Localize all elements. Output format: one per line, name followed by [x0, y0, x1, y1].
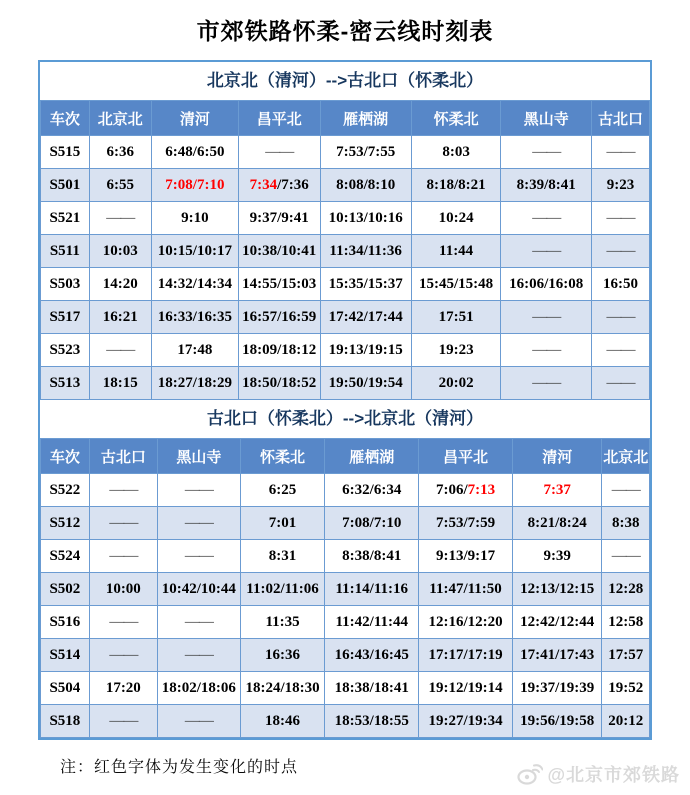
time-cell — [89, 606, 157, 639]
time-cell — [592, 169, 650, 202]
time-cell — [240, 573, 325, 606]
time-cell — [320, 136, 411, 169]
column-header: 清河 — [512, 439, 602, 474]
timetable-row — [41, 639, 650, 672]
time-cell — [320, 301, 411, 334]
no-stop-dash: —— — [532, 143, 561, 160]
time-cell — [89, 235, 151, 268]
time-cell — [151, 136, 238, 169]
time-cell — [602, 639, 650, 672]
time-text: 12:58 — [608, 613, 644, 630]
train-number: S504 — [41, 672, 90, 705]
train-number: S503 — [41, 268, 90, 301]
time-text: 18:38/18:41 — [334, 679, 409, 696]
column-header: 车次 — [41, 439, 90, 474]
time-text: 6:55 — [106, 176, 135, 193]
time-text: 19:27/19:34 — [428, 712, 503, 729]
time-cell — [320, 367, 411, 400]
time-text: 7:06/ — [435, 481, 468, 498]
time-cell — [240, 705, 325, 738]
time-cell — [320, 268, 411, 301]
time-cell — [501, 268, 592, 301]
no-stop-dash: —— — [532, 308, 561, 325]
header-row-inbound — [41, 439, 650, 474]
time-cell — [89, 540, 157, 573]
no-stop-dash: —— — [109, 613, 138, 630]
time-cell — [602, 507, 650, 540]
no-stop-dash: —— — [532, 209, 561, 226]
time-cell — [592, 367, 650, 400]
time-cell — [592, 235, 650, 268]
time-cell — [419, 606, 513, 639]
time-text: 7:01 — [268, 514, 297, 531]
time-text: 11:02/11:06 — [246, 580, 319, 597]
timetable-row — [41, 507, 650, 540]
time-text: 14:55/15:03 — [242, 275, 317, 292]
column-header: 北京北 — [602, 439, 650, 474]
footnote: 注：红色字体为发生变化的时点 — [60, 759, 299, 776]
timetable-row — [41, 705, 650, 738]
time-cell — [325, 672, 419, 705]
time-text: 11:34/11:36 — [329, 242, 402, 259]
time-cell — [89, 639, 157, 672]
time-text: 16:06/16:08 — [509, 275, 584, 292]
no-stop-dash: —— — [606, 308, 635, 325]
time-cell — [411, 268, 501, 301]
time-text: 6:32/6:34 — [342, 481, 402, 498]
column-header: 雁栖湖 — [325, 439, 419, 474]
no-stop-dash: —— — [532, 341, 561, 358]
no-stop-dash: —— — [109, 712, 138, 729]
timetable-row — [41, 573, 650, 606]
time-cell — [602, 672, 650, 705]
column-header: 黑山寺 — [157, 439, 240, 474]
time-text: 7:34 — [249, 176, 278, 193]
no-stop-dash: —— — [109, 547, 138, 564]
time-text: 18:09/18:12 — [242, 341, 317, 358]
no-stop-dash: —— — [184, 646, 213, 663]
time-cell — [512, 705, 602, 738]
train-number: S522 — [41, 474, 90, 507]
no-stop-dash: —— — [106, 341, 135, 358]
time-cell — [89, 268, 151, 301]
time-cell — [89, 202, 151, 235]
time-cell — [411, 136, 501, 169]
time-text: 7:53/7:55 — [336, 143, 396, 160]
time-cell — [238, 367, 320, 400]
time-cell — [419, 705, 513, 738]
time-cell — [501, 367, 592, 400]
time-cell — [419, 474, 513, 507]
time-text: 6:48/6:50 — [165, 143, 225, 160]
no-stop-dash: —— — [184, 613, 213, 630]
time-cell — [151, 268, 238, 301]
time-text: 16:57/16:59 — [242, 308, 317, 325]
timetable-row — [41, 136, 650, 169]
time-cell — [411, 334, 501, 367]
column-header: 怀柔北 — [240, 439, 325, 474]
time-text: 17:20 — [105, 679, 141, 696]
time-cell — [151, 169, 238, 202]
time-text: /7:36 — [277, 176, 309, 193]
time-text: 8:03 — [442, 143, 470, 160]
time-cell — [89, 301, 151, 334]
time-cell — [89, 169, 151, 202]
no-stop-dash: —— — [184, 514, 213, 531]
train-number: S516 — [41, 606, 90, 639]
time-text: 11:42/11:44 — [335, 613, 409, 630]
train-number: S521 — [41, 202, 90, 235]
train-number: S514 — [41, 639, 90, 672]
no-stop-dash: —— — [606, 143, 635, 160]
time-text: 8:08/8:10 — [336, 176, 396, 193]
time-cell — [411, 301, 501, 334]
timetable-row — [41, 334, 650, 367]
time-cell — [325, 573, 419, 606]
time-text: 18:02/18:06 — [161, 679, 236, 696]
time-cell — [320, 235, 411, 268]
train-number: S502 — [41, 573, 90, 606]
time-text: 12:16/12:20 — [428, 613, 503, 630]
time-cell — [89, 705, 157, 738]
timetable-inbound — [40, 438, 650, 738]
time-text: 11:44 — [439, 242, 474, 259]
time-text: 19:37/19:39 — [520, 679, 595, 696]
time-cell — [501, 334, 592, 367]
direction-title-outbound: 北京北（清河）-->古北口（怀柔北） — [40, 62, 650, 100]
time-cell — [157, 639, 240, 672]
time-text: 8:38 — [611, 514, 640, 531]
time-text: 6:36 — [106, 143, 135, 160]
time-text: 17:51 — [438, 308, 474, 325]
time-cell — [151, 202, 238, 235]
time-cell — [240, 474, 325, 507]
time-text: 9:10 — [181, 209, 209, 226]
time-text: 19:12/19:14 — [428, 679, 503, 696]
time-text: 11:35 — [265, 613, 300, 630]
timetable-row — [41, 169, 650, 202]
time-text: 17:17/17:19 — [428, 646, 503, 663]
time-cell — [512, 507, 602, 540]
column-header: 昌平北 — [419, 439, 513, 474]
time-cell — [325, 474, 419, 507]
time-text: 18:24/18:30 — [245, 679, 320, 696]
train-number: S512 — [41, 507, 90, 540]
train-number: S513 — [41, 367, 90, 400]
time-cell — [602, 540, 650, 573]
train-number: S523 — [41, 334, 90, 367]
time-cell — [325, 507, 419, 540]
time-text: 17:57 — [608, 646, 644, 663]
time-cell — [501, 202, 592, 235]
time-text: 16:36 — [265, 646, 301, 663]
column-header: 昌平北 — [238, 101, 320, 136]
time-text: 8:21/8:24 — [527, 514, 587, 531]
time-text: 8:18/8:21 — [426, 176, 486, 193]
time-text: 10:42/10:44 — [161, 580, 236, 597]
time-cell — [151, 235, 238, 268]
time-cell — [512, 639, 602, 672]
no-stop-dash: —— — [106, 209, 135, 226]
time-cell — [157, 705, 240, 738]
time-text: 8:39/8:41 — [516, 176, 576, 193]
rows-outbound — [41, 136, 650, 400]
time-cell — [501, 301, 592, 334]
time-cell — [89, 573, 157, 606]
train-number: S524 — [41, 540, 90, 573]
no-stop-dash: —— — [184, 547, 213, 564]
time-cell — [157, 672, 240, 705]
time-cell — [592, 268, 650, 301]
watermark — [517, 761, 680, 787]
time-cell — [512, 573, 602, 606]
time-cell — [89, 334, 151, 367]
time-cell — [419, 573, 513, 606]
time-text: 7:53/7:59 — [435, 514, 496, 531]
time-cell — [512, 606, 602, 639]
watermark-handle: @北京市郊铁路 — [547, 765, 680, 785]
time-text: 9:13/9:17 — [435, 547, 496, 564]
time-cell — [419, 639, 513, 672]
time-cell — [89, 474, 157, 507]
time-cell — [151, 334, 238, 367]
time-text: 8:31 — [268, 547, 297, 564]
time-text: 19:52 — [608, 679, 644, 696]
column-header: 清河 — [151, 101, 238, 136]
time-text: 10:13/10:16 — [328, 209, 403, 226]
time-cell — [501, 169, 592, 202]
no-stop-dash: —— — [109, 646, 138, 663]
time-cell — [602, 474, 650, 507]
no-stop-dash: —— — [109, 514, 138, 531]
time-cell — [419, 540, 513, 573]
time-cell — [592, 301, 650, 334]
time-cell — [240, 540, 325, 573]
no-stop-dash: —— — [184, 481, 213, 498]
weibo-icon — [517, 763, 543, 785]
time-text: 9:37/9:41 — [249, 209, 309, 226]
time-cell — [151, 301, 238, 334]
time-cell — [325, 705, 419, 738]
train-number: S515 — [41, 136, 90, 169]
time-cell — [238, 301, 320, 334]
page-title: 市郊铁路怀柔-密云线时刻表 — [196, 18, 494, 44]
train-number: S501 — [41, 169, 90, 202]
time-text: 19:50/19:54 — [328, 374, 403, 391]
time-cell — [419, 507, 513, 540]
time-cell — [592, 136, 650, 169]
time-cell — [240, 606, 325, 639]
no-stop-dash: —— — [109, 481, 138, 498]
no-stop-dash: —— — [606, 374, 635, 391]
time-cell — [157, 573, 240, 606]
timetable-row — [41, 301, 650, 334]
time-text: 15:45/15:48 — [419, 275, 494, 292]
time-text: 7:37 — [543, 481, 571, 498]
time-cell — [411, 367, 501, 400]
time-text: 16:50 — [603, 275, 639, 292]
time-text: 17:48 — [177, 341, 213, 358]
time-text: 9:23 — [606, 176, 635, 193]
time-text: 18:27/18:29 — [157, 374, 232, 391]
no-stop-dash: —— — [611, 481, 640, 498]
time-cell — [151, 367, 238, 400]
time-text: 16:33/16:35 — [157, 308, 232, 325]
time-text: 17:42/17:44 — [328, 308, 403, 325]
time-cell — [238, 334, 320, 367]
column-header: 黑山寺 — [501, 101, 592, 136]
train-number: S511 — [41, 235, 90, 268]
time-text: 10:24 — [438, 209, 474, 226]
time-text: 15:35/15:37 — [328, 275, 403, 292]
no-stop-dash: —— — [606, 209, 635, 226]
column-header: 车次 — [41, 101, 90, 136]
time-text: 10:00 — [105, 580, 141, 597]
time-cell — [501, 136, 592, 169]
column-header: 怀柔北 — [411, 101, 501, 136]
time-cell — [411, 202, 501, 235]
time-text: 12:28 — [608, 580, 644, 597]
time-text: 18:53/18:55 — [334, 712, 409, 729]
time-text: 12:42/12:44 — [520, 613, 595, 630]
time-cell — [325, 606, 419, 639]
time-cell — [238, 268, 320, 301]
time-cell — [89, 507, 157, 540]
time-text: 16:43/16:45 — [334, 646, 409, 663]
time-text: 11:47/11:50 — [429, 580, 502, 597]
time-cell — [157, 540, 240, 573]
no-stop-dash: —— — [606, 341, 635, 358]
time-cell — [419, 672, 513, 705]
train-number: S517 — [41, 301, 90, 334]
no-stop-dash: —— — [611, 547, 640, 564]
time-cell — [320, 334, 411, 367]
time-cell — [240, 639, 325, 672]
time-text: 17:41/17:43 — [520, 646, 595, 663]
time-cell — [157, 606, 240, 639]
time-text: 10:03 — [102, 242, 138, 259]
time-cell — [592, 202, 650, 235]
time-text: 20:02 — [438, 374, 474, 391]
time-cell — [320, 202, 411, 235]
time-cell — [512, 672, 602, 705]
time-text: 10:38/10:41 — [242, 242, 317, 259]
time-cell — [89, 672, 157, 705]
time-cell — [592, 334, 650, 367]
time-cell — [602, 573, 650, 606]
time-text: 7:08/7:10 — [165, 176, 225, 193]
no-stop-dash: —— — [606, 242, 635, 259]
time-text: 19:23 — [438, 341, 474, 358]
time-cell — [602, 705, 650, 738]
time-text: 14:32/14:34 — [157, 275, 232, 292]
time-cell — [602, 606, 650, 639]
column-header: 古北口 — [89, 439, 157, 474]
time-cell — [238, 136, 320, 169]
timetable-row — [41, 235, 650, 268]
time-text: 20:12 — [608, 712, 644, 729]
time-cell — [240, 672, 325, 705]
no-stop-dash: —— — [265, 143, 294, 160]
train-number: S518 — [41, 705, 90, 738]
time-text: 7:08/7:10 — [342, 514, 402, 531]
time-cell — [157, 507, 240, 540]
header-row-outbound — [41, 101, 650, 136]
time-text: 19:56/19:58 — [520, 712, 595, 729]
time-cell — [411, 235, 501, 268]
time-cell — [157, 474, 240, 507]
time-text: 10:15/10:17 — [157, 242, 232, 259]
rows-inbound — [41, 474, 650, 738]
no-stop-dash: —— — [532, 374, 561, 391]
time-cell — [238, 169, 320, 202]
time-text: 12:13/12:15 — [520, 580, 595, 597]
timetable-row — [41, 367, 650, 400]
time-cell — [320, 169, 411, 202]
timetable-row — [41, 474, 650, 507]
time-text: 18:46 — [265, 712, 301, 729]
timetable-row — [41, 202, 650, 235]
time-text: 19:13/19:15 — [328, 341, 403, 358]
time-cell — [512, 540, 602, 573]
time-cell — [238, 235, 320, 268]
time-cell — [238, 202, 320, 235]
no-stop-dash: —— — [184, 712, 213, 729]
time-text: 8:38/8:41 — [342, 547, 402, 564]
time-text: 7:13 — [467, 481, 496, 498]
timetable-row — [41, 672, 650, 705]
time-cell — [325, 540, 419, 573]
column-header: 古北口 — [592, 101, 650, 136]
column-header: 北京北 — [89, 101, 151, 136]
time-text: 6:25 — [268, 481, 297, 498]
timetable-row — [41, 268, 650, 301]
time-cell — [89, 367, 151, 400]
time-cell — [501, 235, 592, 268]
timetable-board — [38, 60, 652, 740]
time-text: 11:14/11:16 — [335, 580, 409, 597]
time-cell — [240, 507, 325, 540]
time-cell — [512, 474, 602, 507]
direction-title-inbound: 古北口（怀柔北）-->北京北（清河） — [40, 400, 650, 438]
time-text: 14:20 — [102, 275, 138, 292]
timetable-row — [41, 540, 650, 573]
time-cell — [325, 639, 419, 672]
time-text: 9:39 — [543, 547, 571, 564]
time-text: 16:21 — [102, 308, 138, 325]
time-text: 18:50/18:52 — [242, 374, 317, 391]
time-cell — [89, 136, 151, 169]
no-stop-dash: —— — [532, 242, 561, 259]
time-cell — [411, 169, 501, 202]
column-header: 雁栖湖 — [320, 101, 411, 136]
timetable-outbound — [40, 100, 650, 400]
time-text: 18:15 — [102, 374, 138, 391]
timetable-row — [41, 606, 650, 639]
